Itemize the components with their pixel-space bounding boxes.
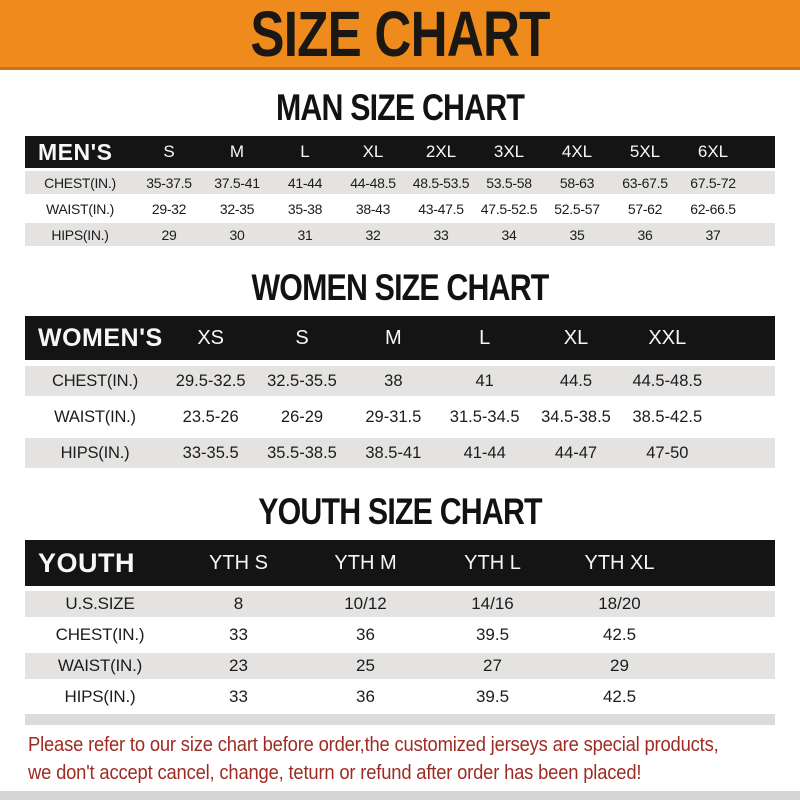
table-cell: 35-37.5 — [146, 174, 192, 191]
table-cell: 26-29 — [280, 407, 324, 426]
row-label: WAIST(IN.) — [57, 656, 143, 675]
table-cell: 42.5 — [602, 625, 637, 644]
column-header: XL — [563, 326, 589, 349]
men-section-heading: MAN SIZE CHART — [275, 87, 525, 128]
men-section — [0, 88, 800, 246]
column-header: L — [300, 142, 310, 161]
table-cell: 36 — [356, 687, 375, 706]
table-cell: 33 — [229, 687, 248, 706]
table-cell: 39.5 — [475, 625, 510, 644]
column-header: XS — [197, 326, 224, 349]
bottom-edge-strip — [0, 791, 800, 800]
table-cell: 52.5-57 — [554, 200, 600, 217]
table-cell: 41-44 — [463, 443, 506, 462]
table-title-cell: WOMEN'S — [38, 323, 163, 352]
column-header: 4XL — [561, 142, 593, 161]
table-cell: 57-62 — [627, 200, 663, 217]
table-cell: 29 — [161, 226, 177, 243]
table-cell: 35 — [569, 226, 585, 243]
row-label: CHEST(IN.) — [52, 371, 138, 390]
table-title-cell: MEN'S — [38, 138, 113, 165]
table-cell: 31.5-34.5 — [449, 407, 520, 426]
table-cell: 36 — [637, 226, 653, 243]
table-cell: 38 — [384, 371, 403, 390]
table-title-cell: YOUTH — [38, 547, 135, 578]
youth-section-heading: YOUTH SIZE CHART — [258, 491, 542, 532]
row-label: HIPS(IN.) — [60, 443, 130, 462]
table-cell: 8 — [233, 594, 244, 613]
table-cell: 44-47 — [554, 443, 598, 462]
table-row — [25, 591, 775, 617]
table-cell: 23 — [229, 656, 248, 675]
disclaimer-line-2: we don't accept cancel, change, teturn or refund after order has been placed! — [28, 762, 642, 784]
row-label: CHEST(IN.) — [44, 174, 116, 191]
column-header: 6XL — [697, 142, 729, 161]
table-cell: 37.5-41 — [214, 174, 260, 191]
table-cell: 38.5-41 — [365, 443, 422, 462]
table-cell: 29-31.5 — [365, 407, 422, 426]
row-label: WAIST(IN.) — [45, 200, 115, 217]
disclaimer — [0, 731, 800, 787]
table-header-row — [25, 316, 775, 360]
table-cell: 41 — [475, 371, 494, 390]
table-row — [25, 223, 775, 246]
row-label: U.S.SIZE — [65, 594, 135, 613]
table-header-row — [25, 136, 775, 168]
table-cell: 37 — [705, 226, 721, 243]
column-header: M — [384, 326, 402, 349]
table-cell: 29.5-32.5 — [175, 371, 246, 390]
divider-strip — [25, 714, 775, 725]
table-cell: 31 — [297, 226, 313, 243]
table-cell: 47.5-52.5 — [480, 200, 538, 217]
table-cell: 10/12 — [344, 594, 387, 613]
column-header: YTH L — [464, 551, 521, 574]
table-cell: 44-48.5 — [350, 174, 396, 191]
column-header: 5XL — [629, 142, 661, 161]
table-row — [25, 171, 775, 194]
column-header: XXL — [648, 326, 687, 349]
table-cell: 67.5-72 — [690, 174, 736, 191]
row-label: CHEST(IN.) — [55, 625, 145, 644]
column-header: YTH XL — [584, 551, 655, 574]
column-header: YTH M — [334, 551, 397, 574]
table-cell: 27 — [483, 656, 502, 675]
table-cell: 62-66.5 — [690, 200, 736, 217]
table-cell: 29-32 — [151, 200, 187, 217]
table-header-row — [25, 540, 775, 586]
table-cell: 35-38 — [287, 200, 323, 217]
row-label: WAIST(IN.) — [54, 407, 136, 426]
table-cell: 35.5-38.5 — [267, 443, 337, 462]
column-header: L — [479, 326, 491, 349]
column-header: YTH S — [209, 551, 268, 574]
table-row — [25, 653, 775, 679]
youth-size-table — [25, 540, 775, 710]
table-cell: 32.5-35.5 — [267, 371, 337, 390]
table-row — [25, 402, 775, 432]
women-size-table — [25, 316, 775, 468]
column-header: S — [163, 142, 175, 161]
table-cell: 43-47.5 — [418, 200, 464, 217]
table-cell: 58-63 — [559, 174, 595, 191]
banner — [0, 0, 800, 70]
table-cell: 23.5-26 — [182, 407, 239, 426]
table-cell: 41-44 — [287, 174, 323, 191]
table-cell: 44.5-48.5 — [632, 371, 703, 390]
table-cell: 38-43 — [355, 200, 391, 217]
table-cell: 39.5 — [475, 687, 510, 706]
youth-section — [0, 492, 800, 710]
table-cell: 48.5-53.5 — [412, 174, 470, 191]
table-cell: 32 — [365, 226, 381, 243]
table-cell: 29 — [610, 656, 629, 675]
women-section — [0, 268, 800, 468]
table-row — [25, 366, 775, 396]
table-cell: 34.5-38.5 — [541, 407, 611, 426]
table-cell: 47-50 — [646, 443, 689, 462]
row-label: HIPS(IN.) — [64, 687, 136, 706]
table-cell: 30 — [229, 226, 245, 243]
table-cell: 14/16 — [471, 594, 514, 613]
table-cell: 42.5 — [602, 687, 637, 706]
table-cell: 33-35.5 — [182, 443, 239, 462]
row-label: HIPS(IN.) — [51, 226, 109, 243]
women-section-heading: WOMEN SIZE CHART — [251, 267, 549, 308]
table-row — [25, 438, 775, 468]
column-header: M — [229, 142, 245, 161]
page-title: SIZE CHART — [250, 0, 550, 70]
table-cell: 33 — [229, 625, 248, 644]
table-row — [25, 197, 775, 220]
table-row — [25, 622, 775, 648]
table-cell: 33 — [433, 226, 449, 243]
column-header: 2XL — [425, 142, 457, 161]
table-cell: 25 — [356, 656, 375, 675]
table-cell: 32-35 — [219, 200, 255, 217]
column-header: XL — [362, 142, 384, 161]
table-cell: 34 — [501, 226, 517, 243]
table-cell: 36 — [356, 625, 375, 644]
table-cell: 53.5-58 — [486, 174, 532, 191]
column-header: 3XL — [493, 142, 525, 161]
table-cell: 38.5-42.5 — [632, 407, 703, 426]
table-cell: 44.5 — [559, 371, 593, 390]
disclaimer-line-1: Please refer to our size chart before order,the customized jerseys are special products, — [28, 734, 719, 756]
men-size-table — [25, 136, 775, 246]
table-row — [25, 684, 775, 710]
table-cell: 63-67.5 — [622, 174, 668, 191]
column-header: S — [295, 326, 309, 349]
table-cell: 18/20 — [598, 594, 641, 613]
